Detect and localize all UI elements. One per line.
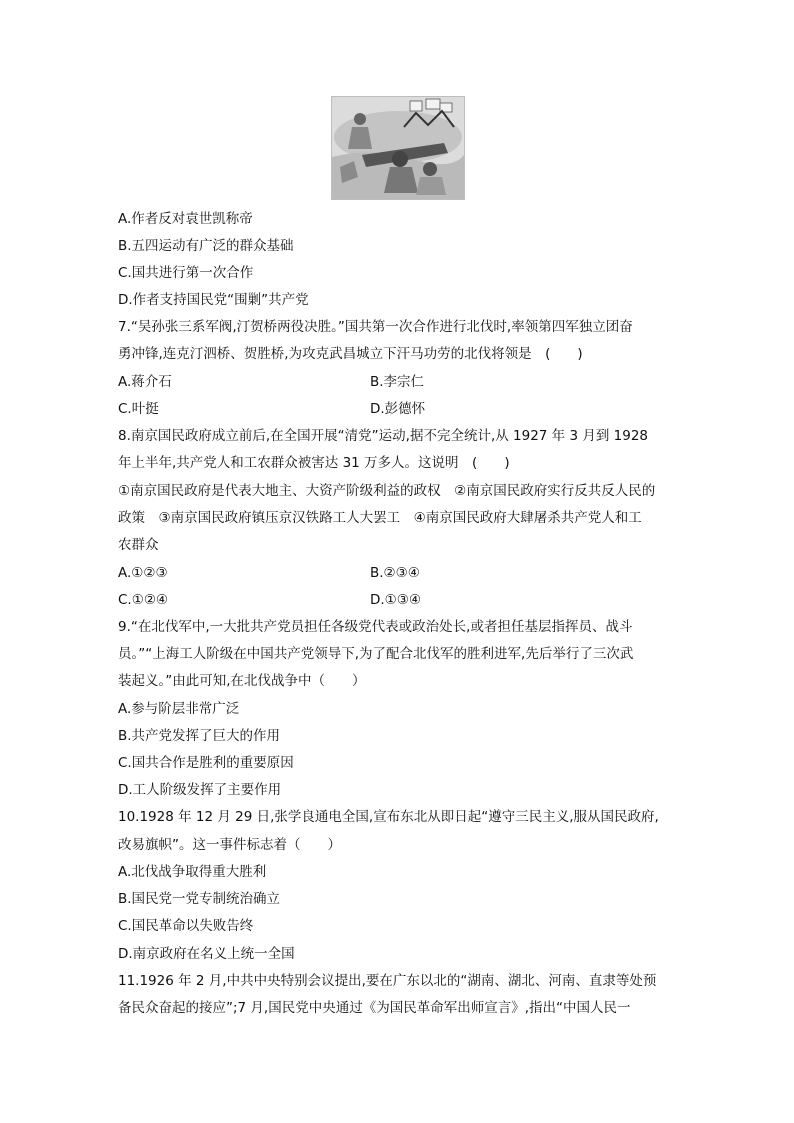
question-7-stem-line-1: 7.“吴孙张三系军阀,汀贺桥两役决胜。”国共第一次合作进行北伐时,率领第四军独立团奋 [118,319,633,335]
question-9-option-b: B.共产党发挥了巨大的作用 [118,728,281,744]
question-10-option-d: D.南京政府在名义上统一全国 [118,946,295,962]
question-8-option-d: D.①③④ [370,592,421,608]
question-8-stem-line-2: 年上半年,共产党人和工农群众被害达 31 万多人。这说明 ( ) [118,455,510,471]
question-8-statements-line-3: 农群众 [118,537,159,553]
question-8-statements-line-1: ①南京国民政府是代表大地主、大资产阶级利益的政权 ②南京国民政府实行反共反人民的 [118,483,656,499]
question-8-stem-line-1: 8.南京国民政府成立前后,在全国开展“清党”运动,据不完全统计,从 1927 年 3 月到 1928 [118,428,648,444]
question-10-stem-line-2: 改易旗帜”。这一事件标志着（ ） [118,837,341,853]
question-6-option-d: D.作者支持国民党“围剿”共产党 [118,292,309,308]
question-7-option-a: A.蒋介石 [118,374,172,390]
question-10-option-b: B.国民党一党专制统治确立 [118,891,281,907]
question-11-stem-line-2: 备民众奋起的接应”;7 月,国民党中央通过《为国民革命军出师宣言》,指出“中国人民一 [118,1000,631,1016]
question-6-option-b: B.五四运动有广泛的群众基础 [118,238,294,254]
question-9-option-d: D.工人阶级发挥了主要作用 [118,782,282,798]
cartoon-illustration [331,96,465,200]
question-9-stem-line-1: 9.“在北伐军中,一大批共产党员担任各级党代表或政治处长,或者担任基层指挥员、战斗 [118,619,633,635]
question-9-option-c: C.国共合作是胜利的重要原因 [118,755,294,771]
question-10-stem-line-1: 10.1928 年 12 月 29 日,张学良通电全国,宣布东北从即日起“遵守三民主义,服从国民政府, [118,809,659,825]
question-6-option-a: A.作者反对袁世凯称帝 [118,211,253,227]
question-11-stem-line-1: 11.1926 年 2 月,中共中央特别会议提出,要在广东以北的“湖南、湖北、河南、直隶等处预 [118,973,657,989]
question-9-stem-line-3: 装起义。”由此可知,在北伐战争中（ ） [118,673,366,689]
question-9-option-a: A.参与阶层非常广泛 [118,701,240,717]
question-7-stem-line-2: 勇冲锋,连克汀泗桥、贺胜桥,为攻克武昌城立下汗马功劳的北伐将领是 ( ) [118,346,583,362]
question-7-option-c: C.叶挺 [118,401,159,417]
question-7-option-b: B.李宗仁 [370,374,425,390]
question-10-option-a: A.北伐战争取得重大胜利 [118,864,267,880]
question-9-stem-line-2: 员。”“上海工人阶级在中国共产党领导下,为了配合北伐军的胜利进军,先后举行了三次武 [118,646,634,662]
question-8-option-c: C.①②④ [118,592,169,608]
question-7-option-d: D.彭德怀 [370,401,426,417]
question-8-statements-line-2: 政策 ③南京国民政府镇压京汉铁路工人大罢工 ④南京国民政府大肆屠杀共产党人和工 [118,510,642,526]
question-6-option-c: C.国共进行第一次合作 [118,265,254,281]
question-8-option-b: B.②③④ [370,565,420,581]
question-8-option-a: A.①②③ [118,565,168,581]
question-10-option-c: C.国民革命以失败告终 [118,918,254,934]
